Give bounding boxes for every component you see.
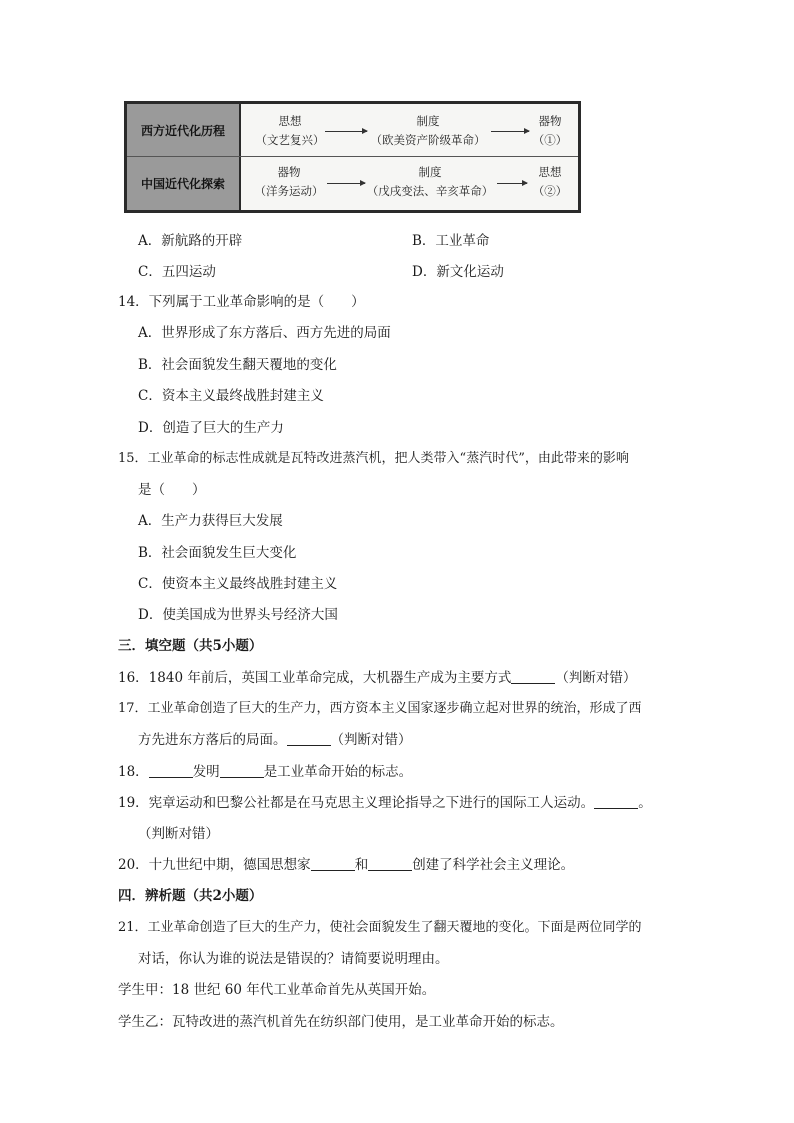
q19-line1: 19．宪章运动和巴黎公社都是在马克思主义理论指导之下进行的国际工人运动。 。 [118,795,652,811]
q13-option-a: A．新航路的开辟 [138,233,243,249]
q21-student-a: 学生甲：18 世纪 60 年代工业革命首先从英国开始。 [118,982,436,998]
west-cell-1: 思想 （文艺复兴） [255,114,325,147]
section-3-title: 三．填空题（共5小题） [118,638,263,654]
q14-option-a: A．世界形成了东方落后、西方先进的局面 [138,325,391,341]
comparison-table [124,101,581,213]
q14-option-b: B．社会面貌发生翻天覆地的变化 [138,357,337,373]
china-cell-3: 思想 （②） [532,165,568,198]
q15-option-c: C．使资本主义最终战胜封建主义 [138,576,338,592]
answer-blank [511,670,555,685]
answer-blank [287,732,331,747]
q15-stem-line2: 是（ ） [138,482,206,498]
answer-blank [149,764,193,779]
q20: 20．十九世纪中期，德国思想家 和 创建了科学社会主义理论。 [118,857,575,873]
answer-blank [594,795,638,810]
q21-student-b: 学生乙：瓦特改进的蒸汽机首先在纺织部门使用，是工业革命开始的标志。 [118,1014,564,1030]
arrow-icon [491,131,529,132]
q13-option-b: B．工业革命 [412,233,490,249]
q16: 16．1840 年前后，英国工业革命完成，大机器生产成为主要方式 （判断对错） [118,670,637,686]
arrow-icon [497,183,527,184]
q14-option-c: C．资本主义最终战胜封建主义 [138,388,324,404]
q13-option-d: D．新文化运动 [412,264,504,280]
china-cell-2: 制度 （戊戌变法、辛亥革命） [366,165,494,198]
q19-line2: （判断对错） [138,826,219,842]
answer-blank [368,857,412,872]
row-header-china: 中国近代化探索 [127,157,241,210]
q15-option-b: B．社会面貌发生巨大变化 [138,545,297,561]
q17-line2: 方先进东方落后的局面。 （判断对错） [138,732,412,748]
q13-option-c: C．五四运动 [138,264,216,280]
q15-option-d: D．使美国成为世界头号经济大国 [138,607,338,623]
arrow-icon [327,183,365,184]
section-4-title: 四．辨析题（共2小题） [118,888,263,904]
q15-option-a: A．生产力获得巨大发展 [138,513,283,529]
answer-blank [311,857,355,872]
q14-stem: 14．下列属于工业革命影响的是（ ） [118,294,365,310]
q21-line1: 21．工业革命创造了巨大的生产力，使社会面貌发生了翻天覆地的变化。下面是两位同学的 [118,920,642,935]
q14-option-d: D．创造了巨大的生产力 [138,420,284,436]
west-cell-2: 制度 （欧美资产阶级革命） [370,114,486,147]
q21-line2: 对话，你认为谁的说法是错误的？请简要说明理由。 [138,951,449,967]
arrow-icon [325,131,367,132]
china-cell-1: 器物 （洋务运动） [254,165,324,198]
answer-blank [220,764,264,779]
row-header-west: 西方近代化历程 [127,104,241,156]
west-cell-3: 器物 （①） [532,114,568,147]
q15-stem-line1: 15．工业革命的标志性成就是瓦特改进蒸汽机，把人类带入“蒸汽时代”，由此带来的影响 [118,451,629,466]
q17-line1: 17．工业革命创造了巨大的生产力，西方资本主义国家逐步确立起对世界的统治，形成了西 [118,701,642,716]
table-row-china [127,157,578,210]
table-row-west [127,104,578,157]
q18: 18． 发明 是工业革命开始的标志。 [118,764,413,780]
